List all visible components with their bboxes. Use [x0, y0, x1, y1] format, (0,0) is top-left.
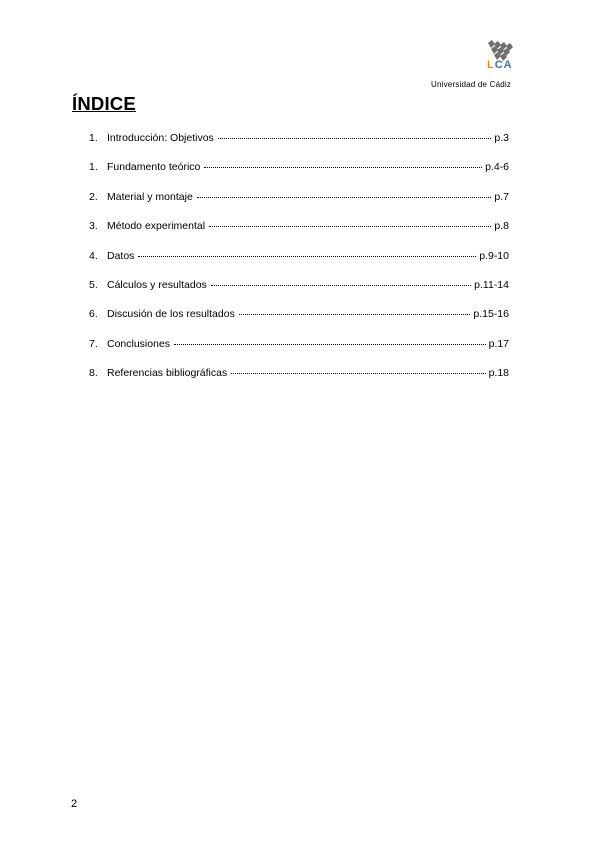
toc-dot-leader [174, 343, 486, 345]
toc-dot-leader [231, 372, 485, 374]
toc-entry-label: Fundamento teórico [107, 161, 201, 174]
toc-entry-number: 2. [89, 190, 98, 203]
toc-entry [89, 366, 509, 395]
toc-entry-page: p.15-16 [473, 308, 509, 321]
toc-entry [89, 337, 509, 366]
toc-entry-page: p.3 [494, 132, 509, 144]
toc-entry [89, 219, 509, 248]
university-logo-text [487, 59, 513, 71]
toc-entry-page: p.11-14 [474, 278, 509, 291]
toc-entry [89, 160, 509, 189]
logo-letter-l: L [487, 59, 495, 71]
toc-entry-page: p.17 [488, 337, 509, 350]
logo-letters-ca: CA [494, 59, 513, 71]
toc-entry-number: 1. [89, 161, 98, 174]
toc-dot-leader [239, 313, 471, 315]
toc-entry-label: Cálculos y resultados [107, 278, 207, 291]
toc-entry-label: Material y montaje [107, 190, 193, 203]
toc-entry-number: 3. [89, 220, 98, 233]
university-logo [484, 40, 516, 74]
toc-entry-page: p.7 [494, 190, 509, 203]
toc-dot-leader [197, 196, 492, 198]
toc-entry [89, 307, 509, 336]
toc-entry-number: 6. [89, 308, 98, 321]
toc-dot-leader [204, 166, 482, 168]
toc-entry-page: p.4-6 [485, 161, 509, 174]
toc-entry-number: 8. [89, 367, 98, 380]
toc-entry-label: Método experimental [107, 220, 206, 233]
page-number: 2 [71, 798, 78, 810]
toc-entry-number: 5. [89, 278, 98, 291]
toc-entry-label: Referencias bibliográficas [107, 367, 228, 380]
toc-entry [89, 278, 509, 307]
toc-dot-leader [211, 284, 471, 286]
toc-entry [89, 249, 509, 278]
toc-entry-number: 7. [89, 337, 98, 350]
toc-entry-page: p.18 [488, 367, 509, 380]
toc-dot-leader [209, 225, 491, 227]
toc-entry [89, 131, 509, 160]
toc-dot-leader [138, 255, 476, 257]
toc-entry-page: p.8 [494, 220, 509, 233]
toc-entry-page: p.9-10 [479, 249, 509, 262]
table-of-contents [89, 131, 509, 396]
toc-entry-label: Conclusiones [107, 337, 171, 350]
toc-entry-label: Introducción: Objetivos [107, 132, 214, 144]
toc-entry-label: Discusión de los resultados [107, 308, 235, 321]
toc-entry-number: 1. [89, 132, 98, 144]
toc-entry-label: Datos [107, 249, 135, 262]
university-name: Universidad de Cádiz [431, 80, 512, 89]
toc-entry [89, 190, 509, 219]
toc-dot-leader [218, 137, 492, 139]
toc-entry-number: 4. [89, 249, 98, 262]
page-title: ÍNDICE [72, 93, 136, 114]
